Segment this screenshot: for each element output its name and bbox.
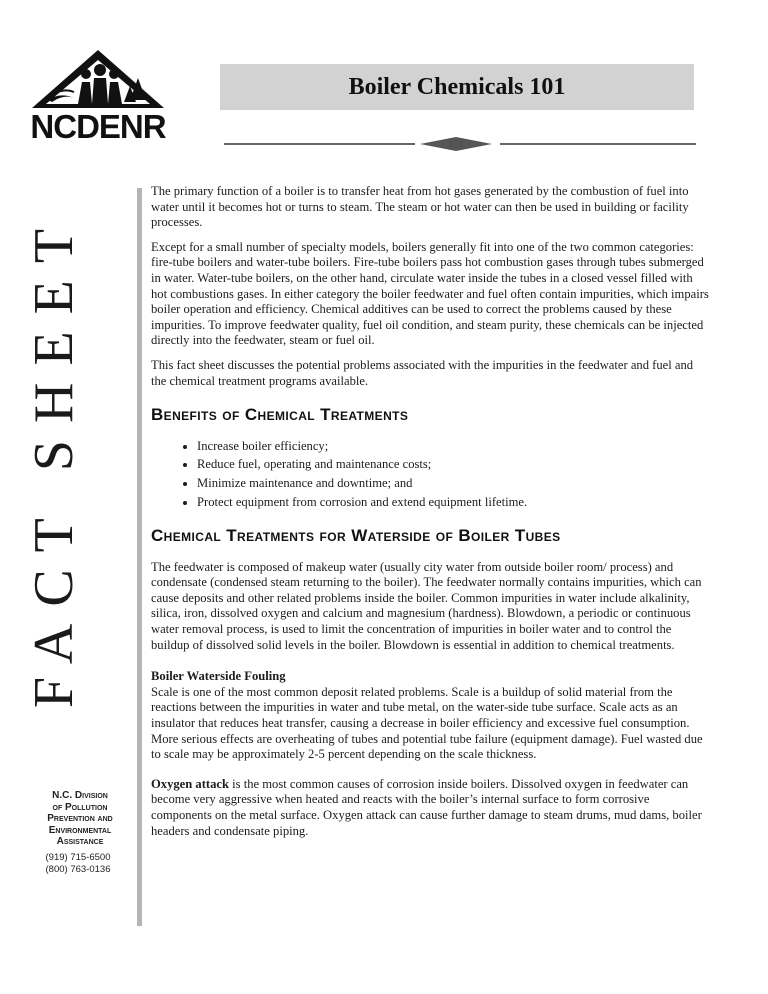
division-line: of Pollution <box>52 801 108 813</box>
ncdenr-logo <box>22 48 174 148</box>
fouling-paragraph: Scale is one of the most common deposit related problems. Scale is a buildup of solid material from the reactions between the impurities in water and tube metal, on the water-side tube surface. Scale acts as an insulator that reduces heat transfer, causing a decrease in boiler efficiency and excessive fuel consumption. More serious effects are overheating of tubes and potential tube failure (equipment damage). Fuel wasted due to scale may be approximately 2-5 percent depending on the scale thickness. <box>151 684 703 762</box>
benefits-list <box>151 439 711 510</box>
waterside-heading: Chemical Treatments for Waterside of Boiler Tubes <box>151 526 561 546</box>
logo-wordmark: NCDENR <box>30 108 166 145</box>
contact-phones <box>20 852 136 876</box>
intro-paragraph: The primary function of a boiler is to transfer heat from hot gases generated by the combustion of fuel into water until it becomes hot or turns to steam. The steam or hot water can then be used in building or facility processes. <box>151 184 689 230</box>
division-line: Assistance <box>56 836 104 847</box>
oxygen-text: is the most common causes of corrosion inside boilers. Dissolved oxygen in feedwater can become very aggressive when heated and reacts with the boiler’s internal surface to form corrosive components on the metal surface. Oxygen attack can cause further damage to steam drums, mud dams, boiler headers and condensate piping. <box>151 776 702 838</box>
logo-emblem-icon <box>30 48 166 110</box>
fact-sheet-text: FACT SHEET <box>23 211 85 709</box>
fact-sheet-label <box>23 211 85 709</box>
title-divider-ornament <box>220 132 698 156</box>
list-item: • Minimize maintenance and downtime; and <box>197 476 711 492</box>
division-line: Environmental <box>48 824 112 836</box>
oxygen-lead: Oxygen attack <box>151 776 230 791</box>
phone-number: (919) 715-6500 <box>45 852 111 863</box>
page-title: Boiler Chemicals 101 <box>220 64 694 110</box>
intro-paragraph: This fact sheet discusses the potential problems associated with the impurities in the feedwater and fuel and the chemical treatment programs available. <box>151 357 694 388</box>
list-item: • Reduce fuel, operating and maintenance costs; <box>197 457 711 473</box>
main-content <box>151 184 711 848</box>
division-line: N.C. Division <box>52 790 108 801</box>
list-item: • Protect equipment from corrosion and extend equipment lifetime. <box>197 495 711 511</box>
list-item: • Increase boiler efficiency; <box>197 439 711 455</box>
intro-paragraph: Except for a small number of specialty models, boilers generally fit into one of the two common categories: fire-tube boilers and water-tube boilers. Fire-tube boilers pass hot combustion gases through tubes submerged in water. Water-tube boilers, on the other hand, circulate water inside the tubes in a closed vessel filled with hot combustions gases. In either category the boiler feedwater and fuel often contain impurities, which impairs boiler operation and efficiency. Chemical additives can be used to correct the problems caused by these impurities. To improve feedwater quality, fuel oil condition, and steam purity, these chemicals can be injected directly into the feedwater, steam or fuel oil. <box>151 239 709 348</box>
benefits-heading: Benefits of Chemical Treatments <box>151 405 409 425</box>
division-name <box>20 790 140 848</box>
waterside-paragraph: The feedwater is composed of makeup water (usually city water from outside boiler room/ process) and condensate (condensed steam returning to the boiler). The feedwater normally contains impurities, which can cause deposits and other related problems inside the boiler. Common impurities in water include alkalinity, silica, iron, dissolved oxygen and calcium and magnesium (hardness). Blowdown, a periodic or continuous water removal process, is used to limit the concentration of impurities in boiler water and to control the buildup of dissolved solid levels in the boiler. Blowdown is essential in addition to chemical treatments. <box>151 559 702 652</box>
oxygen-paragraph <box>151 777 711 839</box>
phone-number: (800) 763-0136 <box>45 864 111 875</box>
division-line: Prevention and <box>47 813 113 824</box>
fouling-heading: Boiler Waterside Fouling <box>151 669 286 684</box>
